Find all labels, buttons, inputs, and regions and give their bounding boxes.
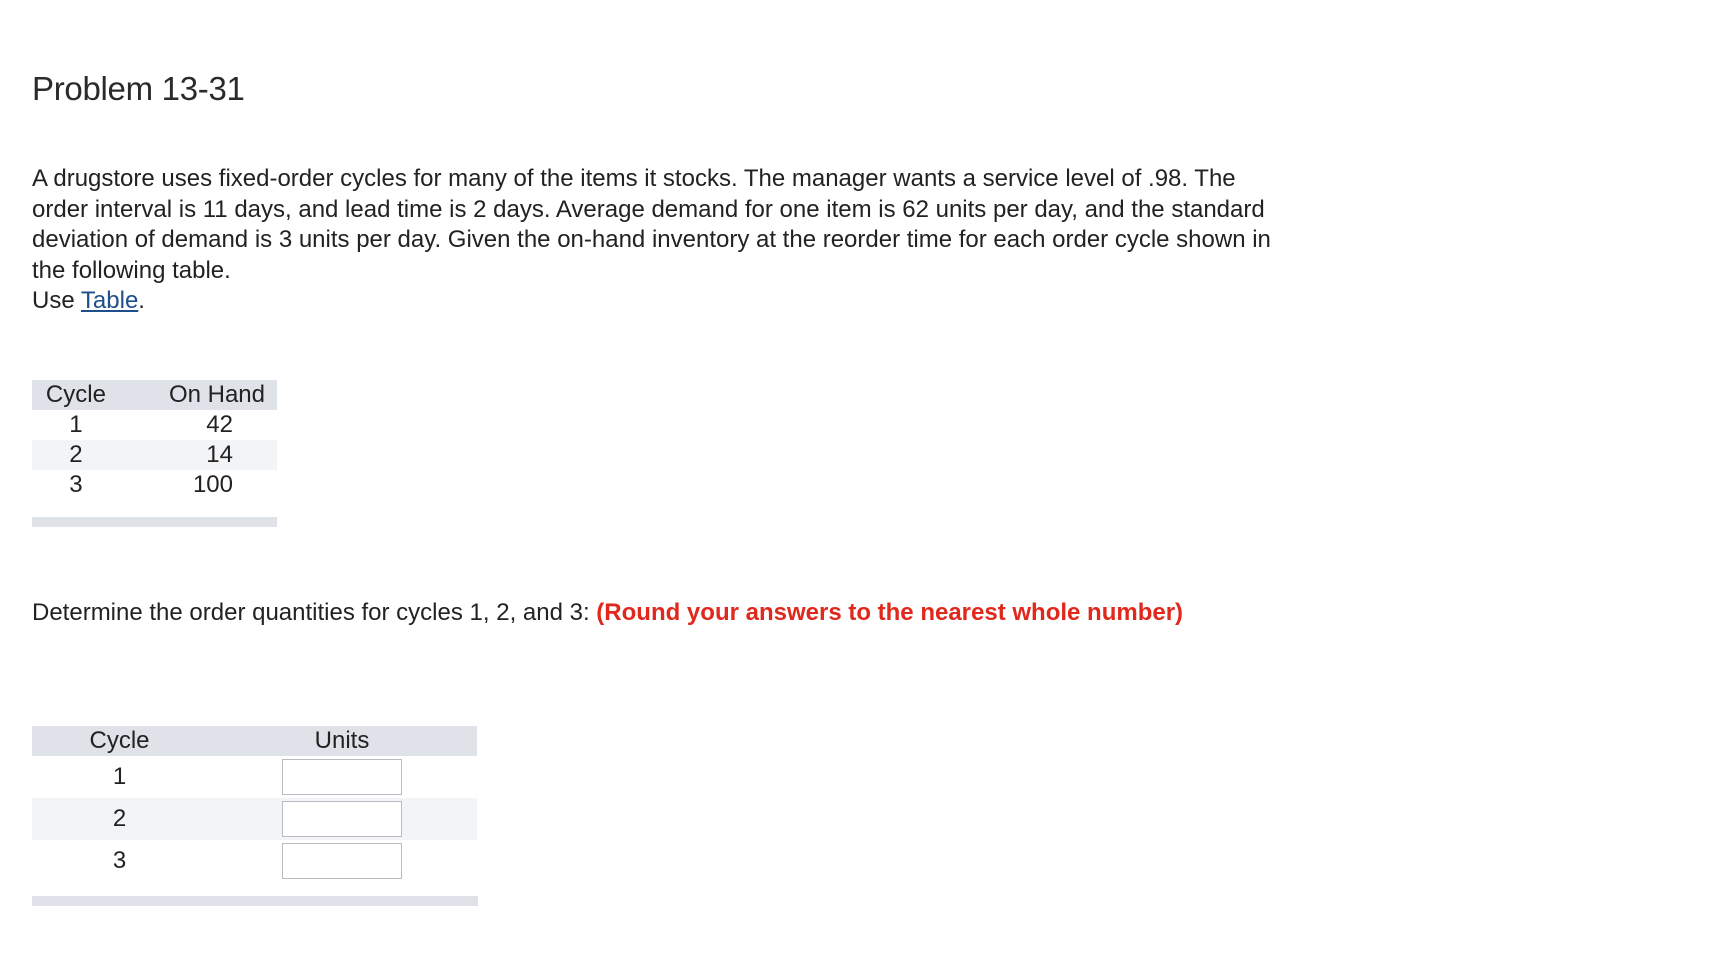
cycle-cell: 1 xyxy=(69,411,83,438)
header-cycle: Cycle xyxy=(32,726,207,756)
table-row xyxy=(32,410,277,440)
table-row xyxy=(32,840,477,882)
on-hand-table xyxy=(32,380,277,527)
units-input-cycle-1[interactable] xyxy=(282,759,402,795)
use-table-line xyxy=(32,286,1292,317)
use-suffix: . xyxy=(138,287,145,314)
page-title: Problem 13-31 xyxy=(32,70,245,107)
header-cycle: Cycle xyxy=(32,380,120,410)
on-hand-cell: 14 xyxy=(120,440,277,470)
units-input-cycle-3[interactable] xyxy=(282,843,402,879)
units-cell xyxy=(207,756,477,798)
question-prompt xyxy=(32,598,1242,629)
table-footer-bar xyxy=(32,896,478,906)
units-cell xyxy=(207,840,477,882)
header-on-hand: On Hand xyxy=(120,380,277,410)
table-header-row xyxy=(32,380,277,410)
cycle-cell: 2 xyxy=(32,798,207,840)
answer-table xyxy=(32,726,478,906)
problem-statement xyxy=(32,164,1292,317)
table-row xyxy=(32,756,477,798)
units-input-cycle-2[interactable] xyxy=(282,801,402,837)
table-row xyxy=(32,470,277,500)
header-units: Units xyxy=(207,726,477,756)
table-link[interactable]: Table xyxy=(80,287,139,314)
problem-text: A drugstore uses fixed-order cycles for many of the items it stocks. The manager wants a service level of .98. The order interval is 11 days, and lead time is 2 days. Average demand for one item is 62 units per day, and the standard deviation of demand is 3 units per day. Given the on-hand inventory at the reorder time for each order cycle shown in the following table. xyxy=(32,165,1271,284)
table-row xyxy=(32,440,277,470)
cycle-cell: 1 xyxy=(112,763,127,790)
on-hand-cell: 42 xyxy=(206,411,233,438)
rounding-instruction: (Round your answers to the nearest whole number) xyxy=(596,599,1184,626)
cycle-cell: 2 xyxy=(32,440,120,470)
use-prefix: Use xyxy=(32,287,81,314)
table-row xyxy=(32,798,477,840)
on-hand-cell: 100 xyxy=(192,471,233,498)
cycle-cell: 3 xyxy=(69,471,83,498)
question-text: Determine the order quantities for cycles 1, 2, and 3: xyxy=(32,599,597,626)
units-cell xyxy=(207,798,477,840)
table-header-row xyxy=(32,726,477,756)
cycle-cell: 3 xyxy=(112,847,127,874)
table-footer-bar xyxy=(32,517,277,527)
